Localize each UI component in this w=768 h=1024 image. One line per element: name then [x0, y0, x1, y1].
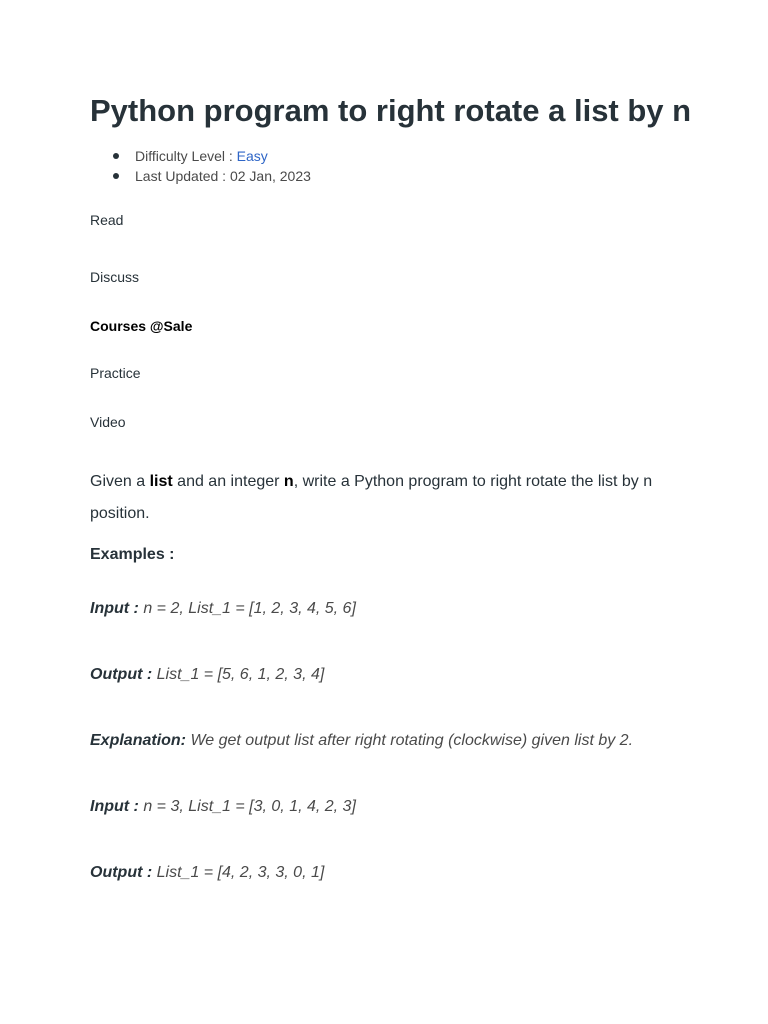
example-text: n = 3, List_1 = [3, 0, 1, 4, 2, 3]: [143, 798, 356, 815]
tab-discuss[interactable]: Discuss: [90, 269, 140, 285]
bullet-icon: [113, 173, 119, 179]
example-label: Input :: [90, 600, 144, 617]
bullet-icon: [113, 153, 119, 159]
tab-practice[interactable]: Practice: [90, 365, 141, 381]
example-line: [90, 730, 633, 752]
example-text: List_1 = [4, 2, 3, 3, 0, 1]: [156, 864, 325, 881]
tab-read[interactable]: Read: [90, 212, 124, 228]
example-label: Output :: [90, 864, 157, 881]
intro-n-term: n: [283, 473, 294, 490]
example-line: [90, 598, 356, 620]
example-label: Output :: [90, 666, 157, 683]
tab-video[interactable]: Video: [90, 414, 126, 430]
tab-courses[interactable]: Courses @Sale: [90, 318, 193, 334]
updated-date: 02 Jan, 2023: [229, 168, 311, 184]
intro-list-term: list: [149, 473, 173, 490]
example-text: We get output list after right rotating (clockwise) given list by 2.: [190, 732, 634, 749]
intro-text: Given a: [90, 473, 150, 490]
example-line: [90, 862, 324, 884]
page-title: Python program to right rotate a list by n: [90, 93, 692, 128]
intro-text: , write a Python program to right rotate the list by n position.: [90, 473, 653, 522]
last-updated: [110, 166, 311, 186]
example-label: Input :: [90, 798, 144, 815]
example-line: [90, 796, 356, 818]
intro-paragraph: [90, 466, 690, 530]
example-text: n = 2, List_1 = [1, 2, 3, 4, 5, 6]: [143, 600, 356, 617]
example-label: Explanation:: [90, 732, 191, 749]
difficulty-level: [110, 146, 311, 166]
example-text: List_1 = [5, 6, 1, 2, 3, 4]: [156, 666, 325, 683]
difficulty-link[interactable]: Easy: [236, 148, 268, 164]
difficulty-label: Difficulty Level :: [135, 148, 237, 164]
article-meta: [110, 146, 311, 186]
example-line: [90, 664, 324, 686]
examples-heading: Examples :: [90, 546, 175, 563]
intro-text: and an integer: [172, 473, 284, 490]
updated-label: Last Updated :: [135, 168, 230, 184]
